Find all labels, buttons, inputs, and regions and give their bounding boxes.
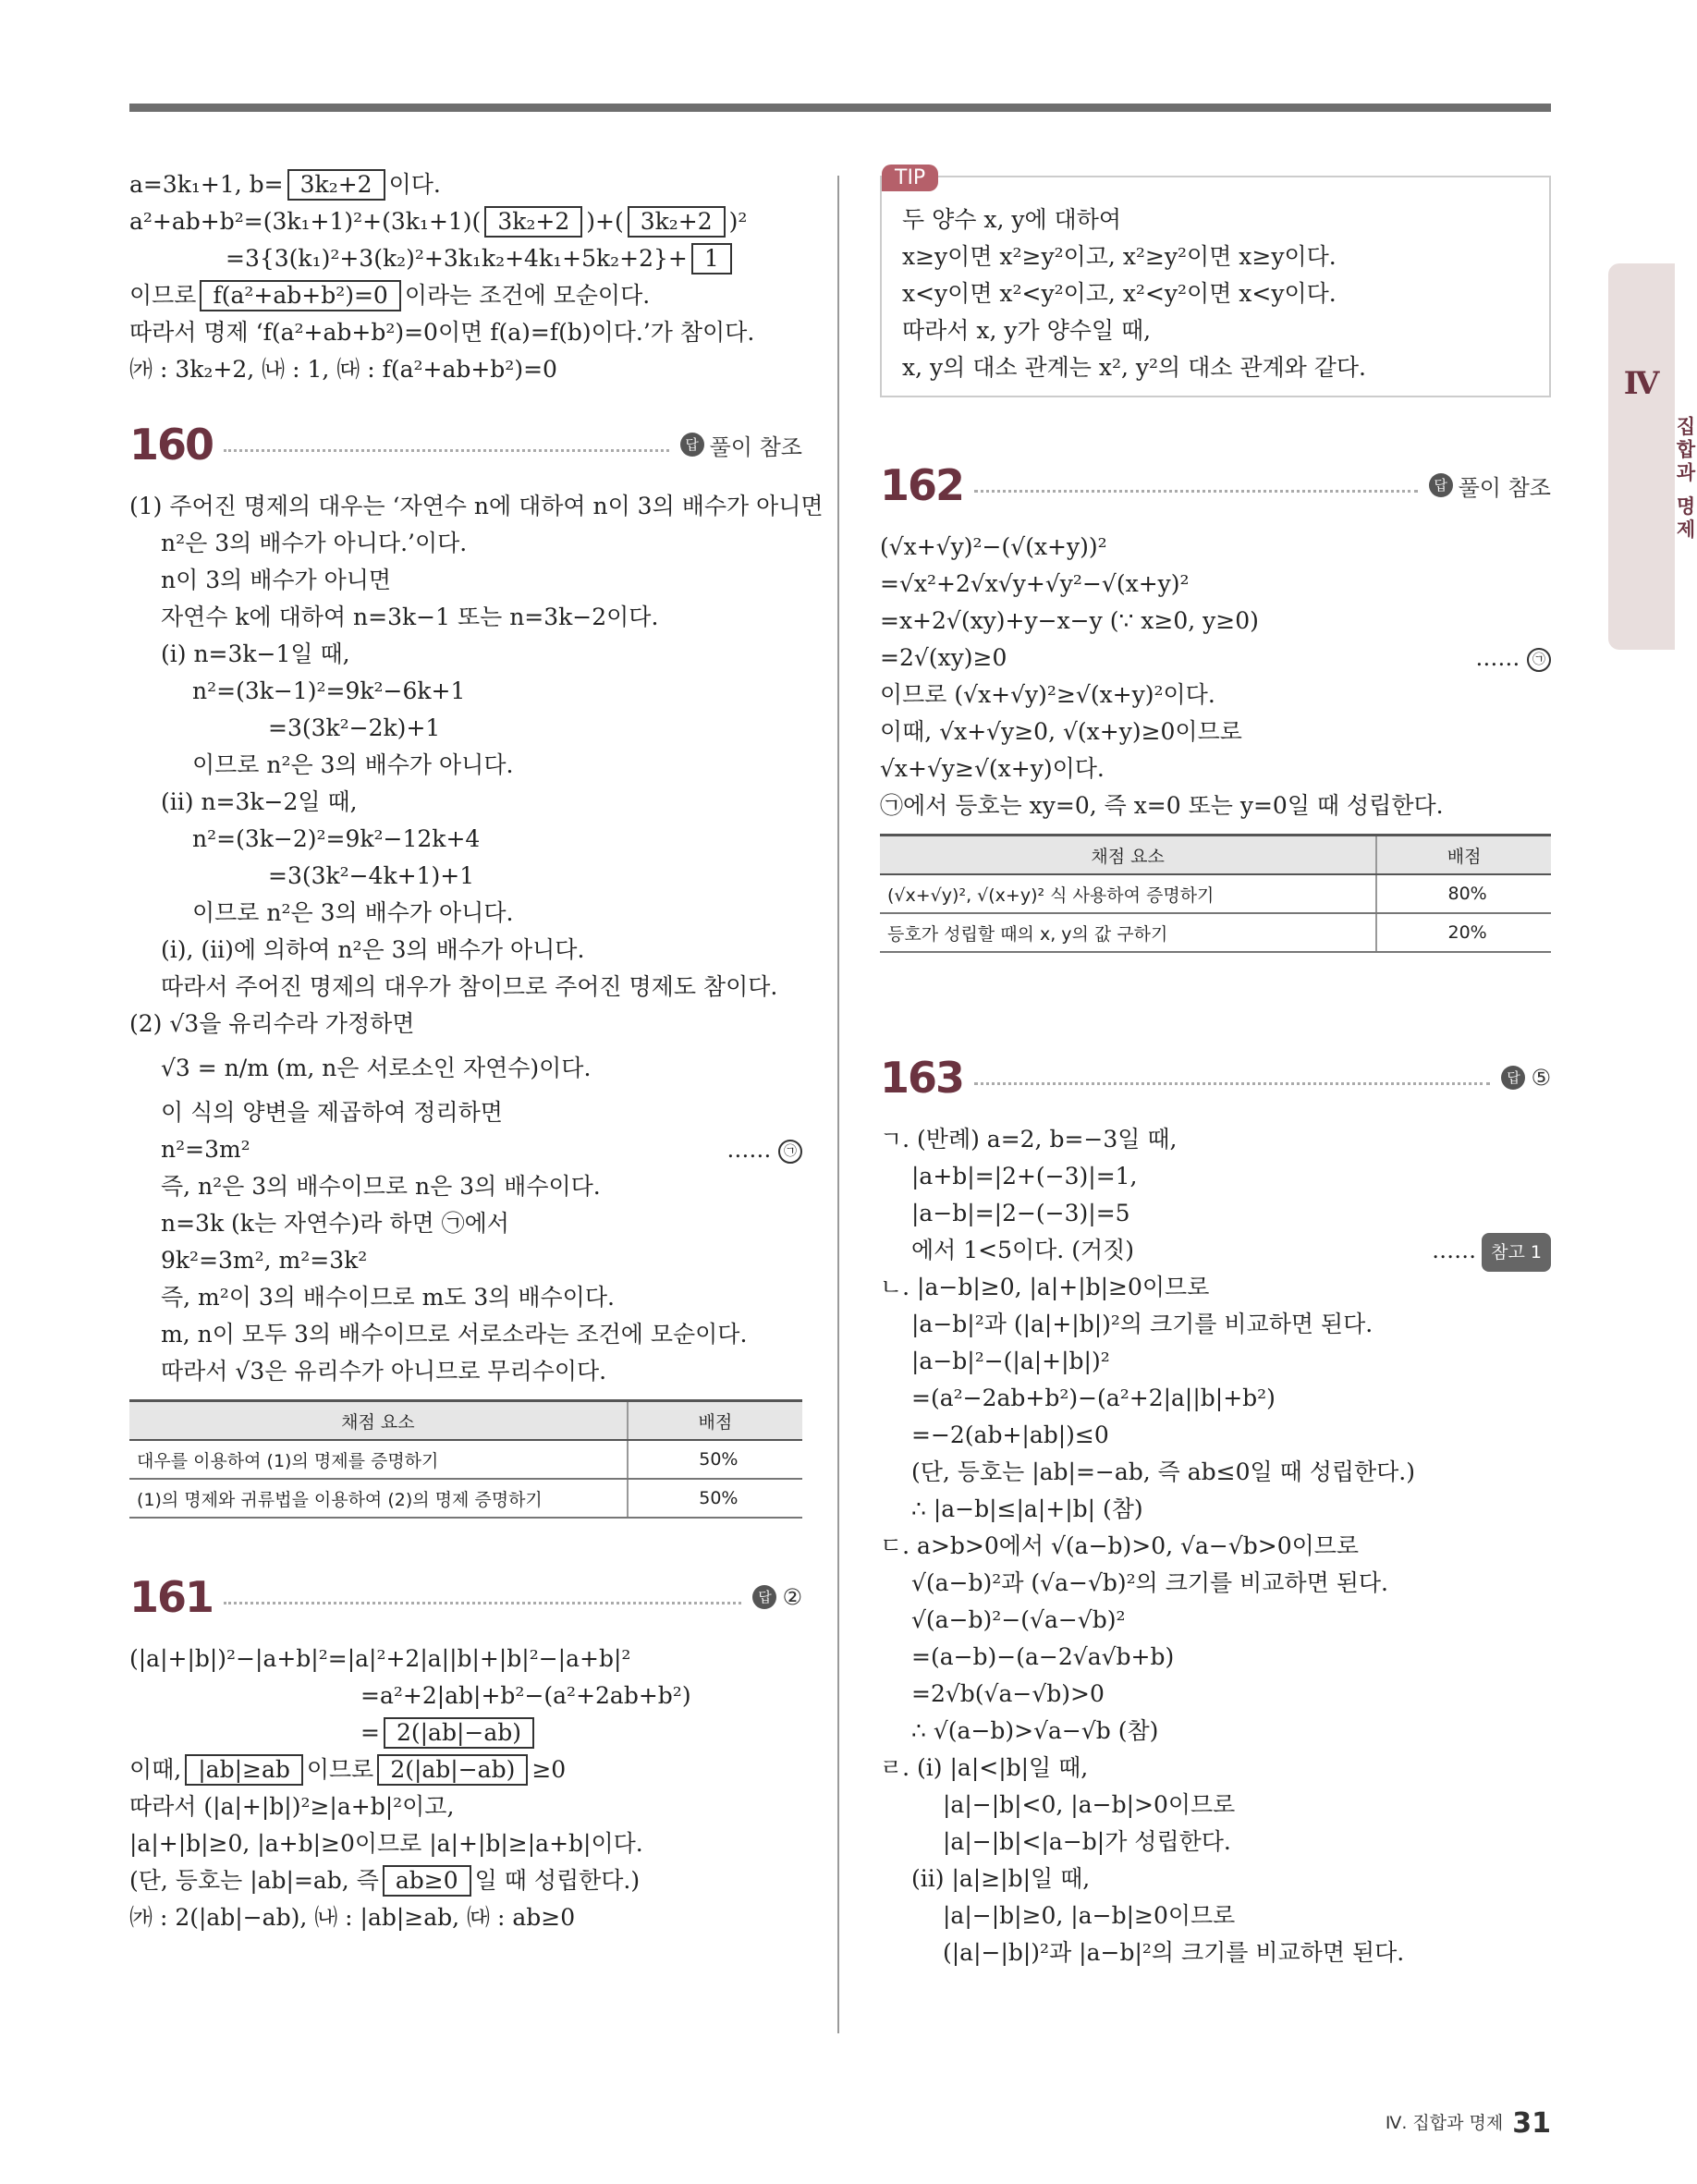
text: )+( (586, 208, 624, 235)
solution-line: =2√b(√a−√b)>0 (911, 1680, 1105, 1707)
dotted-leader (974, 1082, 1490, 1085)
solution-line: (|a|−|b|)²과 |a−b|²의 크기를 비교하면 된다. (943, 1939, 1405, 1966)
solution-line: 이므로 n²은 3의 배수가 아니다. (192, 751, 514, 778)
chapter-numeral: Ⅳ (1623, 365, 1660, 402)
page-number: 31 (1512, 2107, 1551, 2140)
text: )² (728, 208, 748, 235)
tip-line: x≥y이면 x²≥y²이고, x²≥y²이면 x≥y이다. (902, 243, 1337, 270)
solution-line: 이 식의 양변을 제곱하여 정리하면 (161, 1099, 503, 1126)
table-row (880, 874, 1551, 913)
table-row (129, 1479, 802, 1518)
answer-box: 3k₂+2 (628, 206, 726, 238)
solution-line: =(a−b)−(a−2√a√b+b) (911, 1643, 1175, 1670)
solution-line: 따라서 주어진 명제의 대우가 참이므로 주어진 명제도 참이다. (161, 973, 778, 1000)
text: 이므로 (129, 282, 197, 309)
problem-161-solution: (|a|+|b|)²−|a+b|²=|a|²+2|a||b|+|b|²−|a+b|² =a²+2|ab|+b²−(a²+2ab+b²) = 2(|ab|−ab) 이때, |ab|≥ab 이므로 2(|ab|−ab) ≥0 따라서 (|a|+|b|)²≥|a+b|²이고, |a|+|b|≥0, |a+b|≥0이므로 |a|+|b|≥|a+b|이다. (단, 등호는 |ab|=ab, 즉 ab≥0 일 때 성립한다.) ㈎ : 2(|ab|−ab), ㈏ : |ab|≥ab, ㈐ : ab≥0 (129, 1641, 802, 1936)
solution-line: n²은 3의 배수가 아니다.’이다. (161, 530, 468, 556)
table-header: 채점 요소 (880, 836, 1376, 875)
answer-icon: 답 (1429, 473, 1453, 497)
solution-line: (ⅱ) |a|≥|b|일 때, (911, 1865, 1091, 1892)
solution-line: (단, 등호는 |ab|=−ab, 즉 ab≤0일 때 성립한다.) (911, 1458, 1415, 1485)
table-header: 배점 (1376, 836, 1551, 875)
answer-label: ⑤ (1531, 1065, 1551, 1091)
answer-label: ② (782, 1584, 802, 1610)
answer-box: ab≥0 (383, 1865, 471, 1897)
tip-line: 두 양수 x, y에 대하여 (902, 206, 1122, 233)
text: (단, 등호는 |ab|=ab, 즉 (129, 1867, 379, 1894)
text: 이때, (129, 1756, 182, 1783)
solution-line: =2√(xy)≥0 (880, 644, 1007, 671)
solution-line: n²=3m² (161, 1136, 250, 1163)
solution-line: =a²+2|ab|+b²−(a²+2ab+b²) (360, 1682, 691, 1709)
solution-line: n=3k (k는 자연수)라 하면 ㉠에서 (161, 1210, 509, 1237)
problem-number: 162 (880, 460, 964, 510)
solution-line: n²=(3k−2)²=9k²−12k+4 (192, 825, 481, 852)
solution-line: 즉, m²이 3의 배수이므로 m도 3의 배수이다. (161, 1284, 615, 1311)
solution-line: ㄱ. (반례) a=2, b=−3일 때, (880, 1126, 1178, 1153)
solution-line: 이때, √x+√y≥0, √(x+y)≥0이므로 (880, 718, 1242, 745)
chapter-side-tab (1608, 263, 1696, 650)
solution-line: √(a−b)²과 (√a−√b)²의 크기를 비교하면 된다. (911, 1569, 1388, 1596)
text: 이다. (388, 171, 441, 198)
solution-line: =−2(ab+|ab|)≤0 (911, 1421, 1109, 1448)
problem-number: 160 (129, 420, 214, 470)
text: 이므로 (306, 1756, 374, 1783)
solution-line: 이므로 n²은 3의 배수가 아니다. (192, 899, 514, 926)
table-header: 배점 (628, 1401, 802, 1441)
answer-box: 1 (691, 243, 732, 275)
table-cell: 80% (1376, 874, 1551, 913)
table-cell: 등호가 성립할 때의 x, y의 값 구하기 (880, 913, 1376, 952)
solution-line: √(a−b)²−(√a−√b)² (911, 1606, 1126, 1633)
problem-160-solution (129, 488, 824, 1390)
solution-line: ㄹ. (ⅰ) |a|<|b|일 때, (880, 1754, 1089, 1781)
problem-number: 163 (880, 1053, 964, 1103)
solution-line: |a|−|b|≥0, |a−b|≥0이므로 (943, 1902, 1236, 1929)
equation-mark: …… ㉠ (1475, 640, 1551, 677)
problem-number: 161 (129, 1572, 214, 1622)
solution-line: √3 = n/m (m, n은 서로소인 자연수)이다. (161, 1055, 592, 1081)
problem-162-header (880, 453, 1551, 518)
answer-icon: 답 (680, 433, 704, 457)
answer-summary: ㈎ : 2(|ab|−ab), ㈏ : |ab|≥ab, ㈐ : ab≥0 (129, 1904, 576, 1931)
note-badge: 참고 1 (1482, 1233, 1551, 1272)
solution-line: (ⅰ) n=3k−1일 때, (161, 641, 350, 667)
circle-label-icon: ㉠ (1527, 648, 1551, 672)
solution-line: (1) 주어진 명제의 대우는 ‘자연수 n에 대하여 n이 3의 배수가 아니면 (129, 493, 824, 519)
solution-line: |a−b|²과 (|a|+|b|)²의 크기를 비교하면 된다. (911, 1311, 1373, 1337)
table-cell: 대우를 이용하여 (1)의 명제를 증명하기 (129, 1440, 628, 1479)
solution-line: (ⅱ) n=3k−2일 때, (161, 788, 358, 815)
solution-line: =3(3k²−4k+1)+1 (268, 862, 475, 889)
text: a=3k₁+1, b= (129, 171, 284, 198)
answer-box: |ab|≥ab (185, 1754, 303, 1786)
problem-159-continuation (129, 166, 802, 388)
solution-line: =3(3k²−2k)+1 (268, 714, 441, 741)
column-divider (837, 176, 839, 2033)
solution-line: ∴ √(a−b)>√a−√b (참) (911, 1717, 1159, 1744)
equation-mark: …… ㉠ (726, 1131, 802, 1168)
answer-box: f(a²+ab+b²)=0 (200, 280, 400, 311)
table-cell: 50% (628, 1440, 802, 1479)
solution-line: 자연수 k에 대하여 n=3k−1 또는 n=3k−2이다. (161, 604, 659, 630)
table-cell: (1)의 명제와 귀류법을 이용하여 (2)의 명제 증명하기 (129, 1479, 628, 1518)
solution-line: (√x+√y)²−(√(x+y))² (880, 533, 1107, 560)
solution-line: |a|−|b|<0, |a−b|>0이므로 (943, 1791, 1236, 1818)
text: =3{3(k₁)²+3(k₂)²+3k₁k₂+4k₁+5k₂+2}+ (226, 245, 688, 272)
solution-line: 9k²=3m², m²=3k² (161, 1247, 368, 1274)
problem-163-header (880, 1045, 1551, 1110)
top-rule (129, 104, 1551, 112)
text: 일 때 성립한다.) (474, 1867, 641, 1894)
table-row (880, 913, 1551, 952)
answer-summary: ㈎ : 3k₂+2, ㈏ : 1, ㈐ : f(a²+ab+b²)=0 (129, 356, 557, 383)
solution-line: ∴ |a−b|≤|a|+|b| (참) (911, 1495, 1143, 1522)
left-column (129, 166, 824, 1936)
text: a²+ab+b²=(3k₁+1)²+(3k₁+1)( (129, 208, 482, 235)
solution-line: |a+b|=|2+(−3)|=1, (911, 1163, 1138, 1190)
tip-line: x<y이면 x²<y²이고, x²<y²이면 x<y이다. (902, 280, 1337, 307)
problem-162-solution (880, 529, 1551, 824)
right-column (880, 166, 1551, 1971)
text: 이라는 조건에 모순이다. (404, 282, 651, 309)
tip-box (880, 166, 1551, 397)
solution-line: (|a|+|b|)²−|a+b|²=|a|²+2|a||b|+|b|²−|a+b|² (129, 1645, 631, 1672)
tip-line: 따라서 x, y가 양수일 때, (902, 317, 1152, 344)
problem-160-header (129, 412, 802, 477)
solution-line: |a|−|b|<|a−b|가 성립한다. (943, 1828, 1231, 1855)
tip-line: x, y의 대소 관계는 x², y²의 대소 관계와 같다. (902, 354, 1367, 381)
scoring-table-160 (129, 1399, 802, 1519)
solution-line: =x+2√(xy)+y−x−y (∵ x≥0, y≥0) (880, 607, 1259, 634)
answer-label: 풀이 참조 (1458, 474, 1551, 501)
solution-line: =(a²−2ab+b²)−(a²+2|a||b|+b²) (911, 1385, 1276, 1411)
solution-line: 따라서 (|a|+|b|)²≥|a+b|²이고, (129, 1793, 455, 1820)
problem-163-solution (880, 1121, 1551, 1971)
table-header: 채점 요소 (129, 1401, 628, 1441)
solution-line: m, n이 모두 3의 배수이므로 서로소라는 조건에 모순이다. (161, 1321, 748, 1348)
solution-line: n이 3의 배수가 아니면 (161, 567, 392, 593)
conclusion: 따라서 명제 ‘f(a²+ab+b²)=0이면 f(a)=f(b)이다.’가 참이다. (129, 319, 755, 346)
answer-icon: 답 (1501, 1066, 1525, 1090)
answer-box: 3k₂+2 (287, 169, 385, 201)
circle-label-icon: ㉠ (778, 1140, 802, 1164)
solution-line: ㄷ. a>b>0에서 √(a−b)>0, √a−√b>0이므로 (880, 1532, 1360, 1559)
dotted-leader (224, 1602, 741, 1604)
chapter-title: 집합과 명제 (1674, 416, 1696, 543)
answer-icon: 답 (752, 1585, 776, 1609)
solution-line: =√x²+2√x√y+√y²−√(x+y)² (880, 570, 1190, 597)
solution-line: ㄴ. |a−b|≥0, |a|+|b|≥0이므로 (880, 1274, 1210, 1300)
solution-line: |a−b|²−(|a|+|b|)² (911, 1348, 1110, 1374)
solution-line: (2) √3을 유리수라 가정하면 (129, 1010, 415, 1037)
page-footer (1386, 2107, 1551, 2140)
solution-line: √x+√y≥√(x+y)이다. (880, 755, 1105, 782)
solution-line: |a−b|=|2−(−3)|=5 (911, 1200, 1130, 1226)
table-cell: 20% (1376, 913, 1551, 952)
dotted-leader (224, 449, 669, 452)
dotted-leader (974, 490, 1418, 493)
answer-label: 풀이 참조 (709, 433, 802, 460)
footer-section: Ⅳ. 집합과 명제 (1385, 2113, 1504, 2133)
note-reference: …… 참고 1 (1432, 1232, 1551, 1272)
solution-line: |a|+|b|≥0, |a+b|≥0이므로 |a|+|b|≥|a+b|이다. (129, 1830, 643, 1857)
scoring-table-162 (880, 834, 1551, 953)
answer-box: 2(|ab|−ab) (377, 1754, 528, 1786)
solution-line: n²=(3k−1)²=9k²−6k+1 (192, 677, 466, 704)
solution-line: 즉, n²은 3의 배수이므로 n은 3의 배수이다. (161, 1173, 601, 1200)
table-cell: 50% (628, 1479, 802, 1518)
solution-line: 따라서 √3은 유리수가 아니므로 무리수이다. (161, 1358, 607, 1385)
table-cell: (√x+√y)², √(x+y)² 식 사용하여 증명하기 (880, 874, 1376, 913)
text: ≥0 (531, 1756, 567, 1783)
tip-badge: TIP (882, 165, 938, 191)
answer-box: 3k₂+2 (484, 206, 582, 238)
problem-161-header (129, 1565, 802, 1629)
table-row (129, 1440, 802, 1479)
solution-line: 이므로 (√x+√y)²≥√(x+y)²이다. (880, 681, 1215, 708)
solution-line: (ⅰ), (ⅱ)에 의하여 n²은 3의 배수가 아니다. (161, 936, 585, 963)
solution-line: ㉠에서 등호는 xy=0, 즉 x=0 또는 y=0일 때 성립한다. (880, 792, 1444, 819)
solution-line: 에서 1<5이다. (거짓) (911, 1237, 1135, 1263)
answer-box: 2(|ab|−ab) (384, 1717, 534, 1749)
